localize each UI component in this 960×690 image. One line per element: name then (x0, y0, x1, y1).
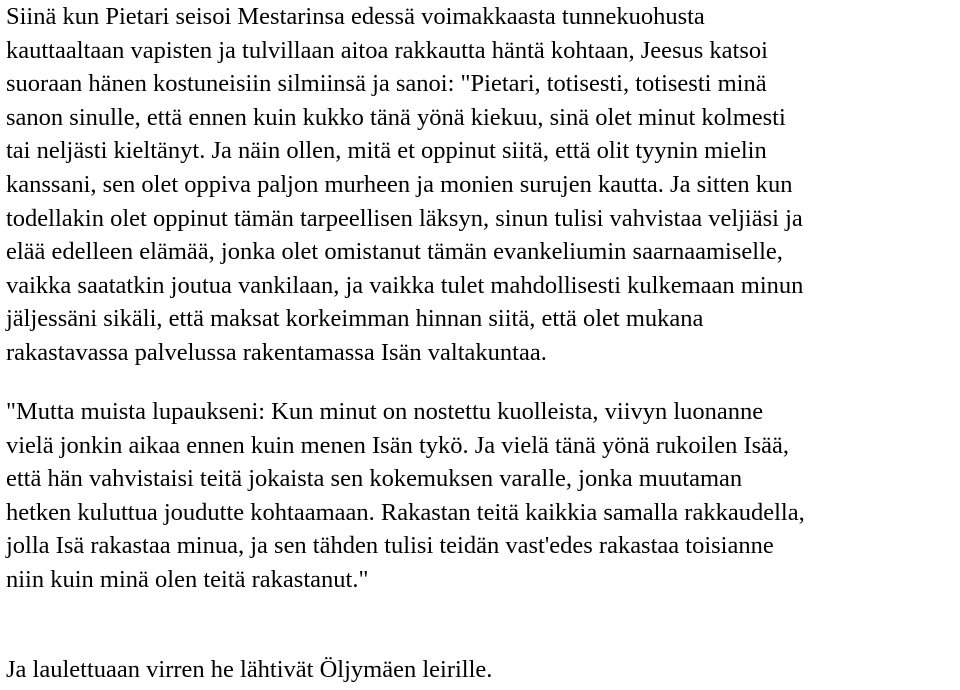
text-line: "Mutta muista lupaukseni: Kun minut on nostettu kuolleista, viivyn luonanne (6, 398, 764, 425)
text-line: että hän vahvistaisi teitä jokaista sen kokemuksen varalle, jonka muutaman (6, 465, 743, 493)
text-line: rakastavassa palvelussa rakentamassa Isän valtakuntaa. (6, 338, 547, 366)
text-line: tai neljästi kieltänyt. Ja näin ollen, mitä et oppinut siitä, että olit tyynin mielin (6, 137, 767, 165)
paragraph-2 (6, 395, 805, 597)
text-line: elää edelleen elämää, jonka olet omistanut tämän evankeliumin saarnaamiselle, (6, 238, 783, 266)
text-line: todellakin olet oppinut tämän tarpeellisen läksyn, sinun tulisi vahvistaa veljiäsi ja (6, 204, 803, 232)
text-line: Ja laulettuaan virren he lähtivät Öljymäen leirille. (6, 656, 493, 683)
text-line: vielä jonkin aikaa ennen kuin menen Isän tykö. Ja vielä tänä yönä rukoilen Isää, (6, 431, 790, 459)
text-line: jolla Isä rakastaa minua, ja sen tähden tulisi teidän vast'edes rakastaa toisianne (6, 532, 774, 560)
text-line: kanssani, sen olet oppiva paljon murheen ja monien surujen kautta. Ja sitten kun (6, 170, 793, 198)
text-line: vaikka saatatkin joutua vankilaan, ja vaikka tulet mahdollisesti kulkemaan minun (6, 271, 804, 299)
text-line: niin kuin minä olen teitä rakastanut." (6, 565, 369, 593)
paragraph-3 (6, 653, 492, 687)
text-line: sanon sinulle, että ennen kuin kukko tänä yönä kiekuu, sinä olet minut kolmesti (6, 103, 786, 131)
paragraph-1 (6, 0, 803, 370)
text-line: kauttaaltaan vapisten ja tulvillaan aitoa rakkautta häntä kohtaan, Jeesus katsoi (6, 36, 768, 64)
text-line: jäljessäni sikäli, että maksat korkeimman hinnan siitä, että olet mukana (6, 305, 704, 333)
text-line: suoraan hänen kostuneisiin silmiinsä ja sanoi: "Pietari, totisesti, totisesti minä (6, 70, 767, 98)
text-line: Siinä kun Pietari seisoi Mestarinsa edessä voimakkaasta tunnekuohusta (6, 3, 705, 30)
text-line: hetken kuluttua joudutte kohtaamaan. Rakastan teitä kaikkia samalla rakkaudella, (6, 498, 805, 526)
